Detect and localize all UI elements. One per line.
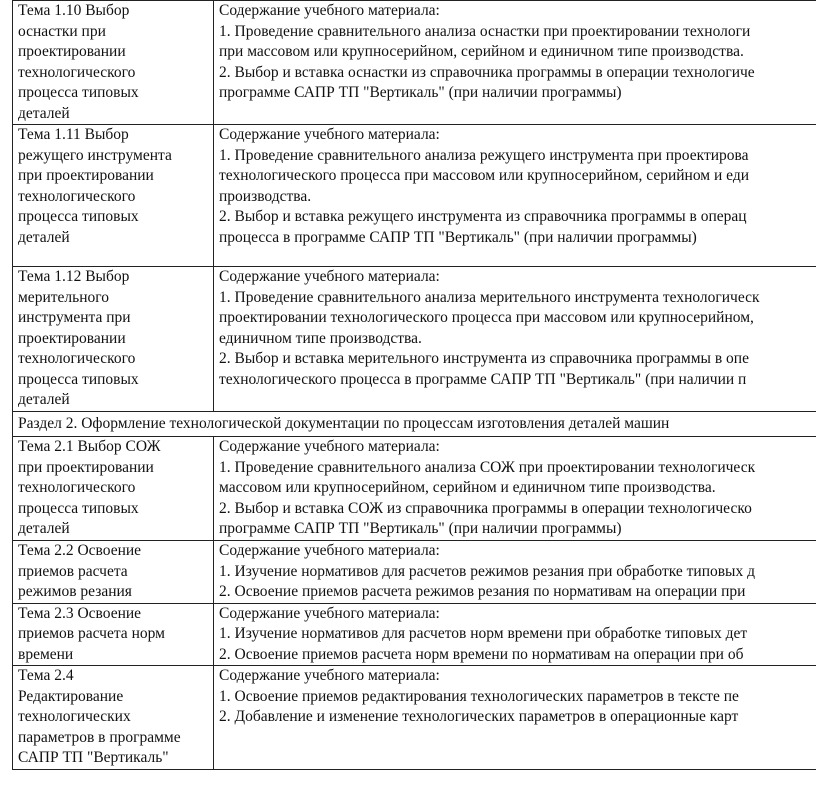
table-row <box>13 666 816 770</box>
curriculum-table <box>12 0 816 770</box>
content-line: программе САПР ТП "Вертикаль" (при наличии программы) <box>219 84 622 101</box>
content-cell <box>214 1 816 125</box>
content-cell <box>214 125 816 267</box>
topic-line: приемов расчета норм <box>18 625 165 642</box>
content-line: 1. Изучение нормативов для расчетов режимов резания при обработке типовых д <box>219 562 755 580</box>
topic-line: процесса типовых <box>18 84 139 101</box>
content-line: 2. Выбор и вставка оснастки из справочника программы в операции технологиче <box>219 63 755 81</box>
topic-line: деталей <box>18 228 70 246</box>
content-line: при массовом или крупносерийном, серийном и единичном типе производства. <box>219 43 744 60</box>
topic-cell <box>13 437 214 541</box>
topic-line: режимов резания <box>18 583 132 600</box>
topic-cell <box>13 666 214 770</box>
content-line: 2. Освоение приемов расчета норм времени по нормативам на операции при об <box>219 645 744 663</box>
topic-line: Тема 2.3 Освоение <box>18 604 142 622</box>
topic-line: технологического <box>18 63 136 81</box>
section-row <box>13 411 816 437</box>
content-line: Содержание учебного материала: <box>219 126 440 143</box>
topic-line: параметров в программе <box>18 728 181 746</box>
topic-line: технологического <box>18 350 136 367</box>
content-cell <box>214 666 816 770</box>
content-line: единичном типе производства. <box>219 329 422 347</box>
content-cell <box>214 267 816 412</box>
content-line: 1. Проведение сравнительного анализа режущего инструмента при проектирова <box>219 146 749 164</box>
content-line: технологического процесса при массовом или крупносерийном, серийном и еди <box>219 167 750 184</box>
content-cell <box>214 541 816 604</box>
content-line: проектировании технологического процесса при массовом или крупносерийном, <box>219 309 754 326</box>
table-row <box>13 125 816 267</box>
topic-line: при проектировании <box>18 167 154 184</box>
content-line: производства. <box>219 187 312 205</box>
topic-cell <box>13 1 214 125</box>
topic-line: технологического <box>18 187 136 205</box>
content-cell <box>214 437 816 541</box>
topic-line: деталей <box>18 520 70 537</box>
content-line: 1. Проведение сравнительного анализа оснастки при проектировании технологи <box>219 22 751 40</box>
content-line: Содержание учебного материала: <box>219 268 440 285</box>
curriculum-table-wrapper <box>12 0 816 770</box>
content-line: Содержание учебного материала: <box>219 2 440 19</box>
content-line: 1. Проведение сравнительного анализа мерительного инструмента технологическ <box>219 288 760 306</box>
topic-line: проектировании <box>18 329 126 347</box>
table-row <box>13 1 816 125</box>
topic-line: оснастки при <box>18 22 106 40</box>
topic-line: САПР ТП "Вертикаль" <box>18 749 169 766</box>
content-line: процесса в программе САПР ТП "Вертикаль" (при наличии программы) <box>219 228 697 246</box>
table-row <box>13 267 816 412</box>
topic-line: проектировании <box>18 43 126 60</box>
content-line: 2. Добавление и изменение технологических параметров в операционные карт <box>219 708 739 725</box>
content-line: 2. Выбор и вставка СОЖ из справочника программы в операции технологическо <box>219 499 752 517</box>
topic-line: Тема 1.11 Выбор <box>18 126 129 143</box>
topic-line: деталей <box>18 391 70 408</box>
content-line: 2. Освоение приемов расчета режимов резания по нормативам на операции при <box>219 583 746 600</box>
topic-line: мерительного <box>18 288 109 306</box>
topic-cell <box>13 541 214 604</box>
topic-line: режущего инструмента <box>18 146 172 164</box>
content-line: массовом или крупносерийном, серийном и единичном типе производства. <box>219 479 716 496</box>
table-row <box>13 603 816 666</box>
topic-line: Редактирование <box>18 687 124 705</box>
content-line: 1. Освоение приемов редактирования технологических параметров в тексте пе <box>219 687 739 705</box>
topic-cell <box>13 125 214 267</box>
topic-line: Тема 1.12 Выбор <box>18 268 130 285</box>
content-line: 1. Изучение нормативов для расчетов норм времени при обработке типовых дет <box>219 625 748 642</box>
topic-line: Тема 2.4 <box>18 667 74 684</box>
topic-line: инструмента при <box>18 309 131 326</box>
topic-line: Тема 1.10 Выбор <box>18 2 130 19</box>
content-line: Содержание учебного материала: <box>219 667 440 684</box>
content-line: Содержание учебного материала: <box>219 438 440 455</box>
section-title: Раздел 2. Оформление технологической документации по процессам изготовления деталей машин <box>13 411 816 437</box>
content-line: 2. Выбор и вставка мерительного инструмента из справочника программы в опе <box>219 350 749 367</box>
content-line: 2. Выбор и вставка режущего инструмента из справочника программы в операц <box>219 208 747 225</box>
topic-line: процесса типовых <box>18 499 139 517</box>
content-cell <box>214 603 816 666</box>
topic-line: процесса типовых <box>18 208 139 225</box>
table-row <box>13 437 816 541</box>
content-line: технологического процесса в программе САПР ТП "Вертикаль" (при наличии п <box>219 370 747 388</box>
content-line: программе САПР ТП "Вертикаль" (при наличии программы) <box>219 520 622 537</box>
content-line: 1. Проведение сравнительного анализа СОЖ при проектировании технологическ <box>219 458 756 476</box>
content-line: Содержание учебного материала: <box>219 542 440 559</box>
topic-line: приемов расчета <box>18 562 128 580</box>
topic-line: Тема 2.1 Выбор СОЖ <box>18 438 161 455</box>
content-line: Содержание учебного материала: <box>219 604 440 622</box>
topic-cell <box>13 603 214 666</box>
topic-line: деталей <box>18 104 70 122</box>
topic-line: технологического <box>18 479 136 496</box>
topic-line: времени <box>18 645 74 663</box>
topic-line: Тема 2.2 Освоение <box>18 542 142 559</box>
topic-line: технологических <box>18 708 131 725</box>
topic-line: при проектировании <box>18 458 154 476</box>
table-row <box>13 541 816 604</box>
topic-cell <box>13 267 214 412</box>
topic-line: процесса типовых <box>18 370 139 388</box>
